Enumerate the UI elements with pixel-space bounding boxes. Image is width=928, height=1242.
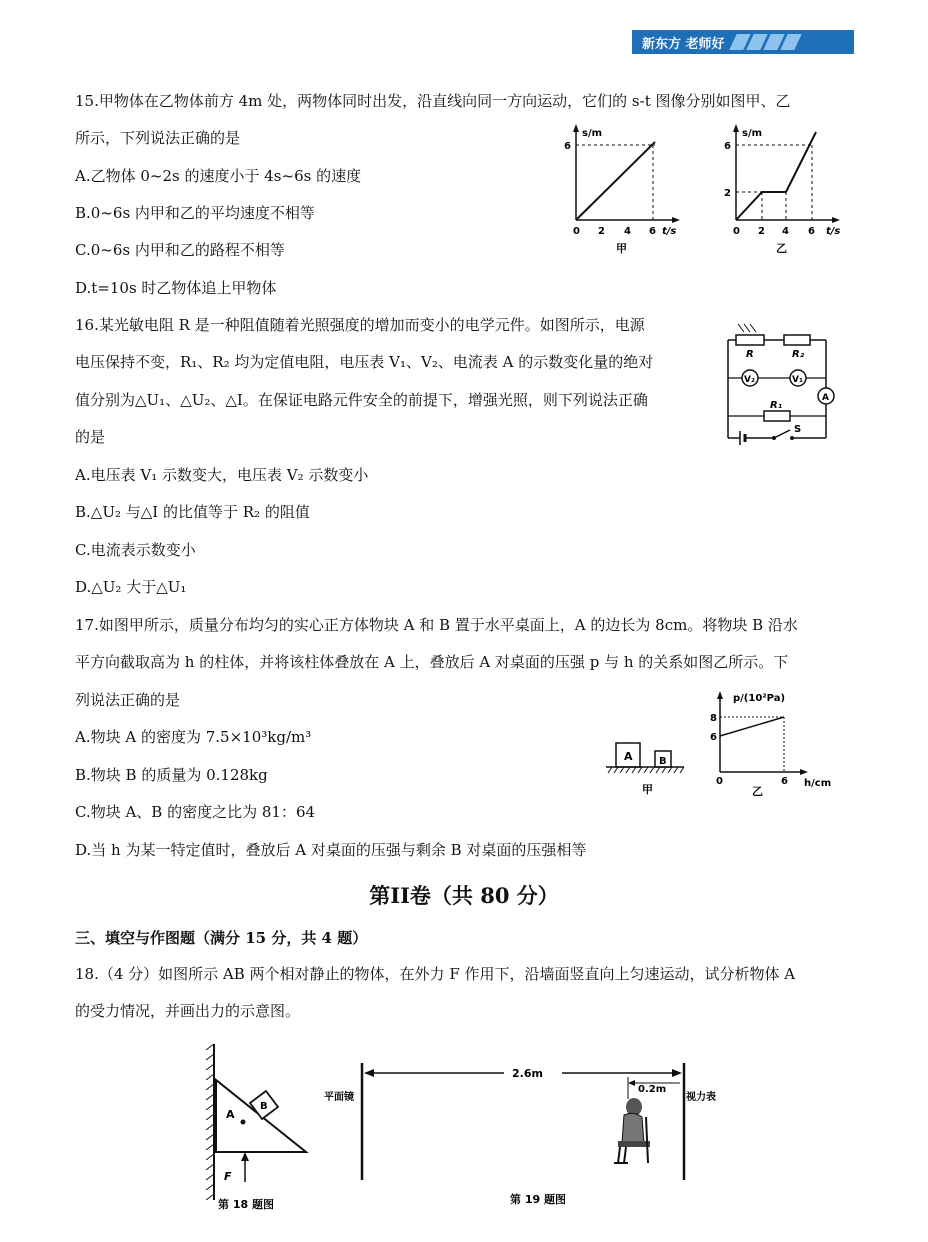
q15-stem-line2: 所示，下列说法正确的是 [75, 129, 241, 147]
q17-stem-line2: 平方向截取高为 h 的柱体，并将该柱体叠放在 A 上，叠放后 A 对桌面的压强 p 与 h 的关系如图乙所示。下 [75, 653, 789, 671]
q17-yi-ytick-8: 8 [710, 713, 717, 724]
label-eye-chart: 视力表 [686, 1092, 716, 1103]
q17-jia-caption: 甲 [642, 783, 653, 796]
yi-ylabel: s/m [742, 128, 763, 139]
q17-yi-xlabel: h/cm [804, 778, 832, 789]
part2-title: 第II卷（共 80 分） [369, 883, 559, 908]
logo-text: 新东方 老师好 [642, 36, 725, 52]
q16-option-a: A.电压表 V₁ 示数变大，电压表 V₂ 示数变小 [75, 466, 369, 484]
yi-ytick-6: 6 [724, 141, 731, 152]
label-V2: V₂ [744, 375, 755, 385]
q17-yi-line [720, 717, 784, 736]
q16-stem-line2: 电压保持不变，R₁、R₂ 均为定值电阻，电压表 V₁、V₂、电流表 A 的示数变化量的绝对 [75, 353, 654, 371]
logo-decoration [733, 34, 798, 50]
jia-ylabel: s/m [582, 128, 603, 139]
q19-caption: 第 19 题图 [510, 1193, 566, 1206]
q17-yi-ytick-6: 6 [710, 732, 717, 743]
q16-stem-line3: 值分别为△U₁、△U₂、△I。在保证电路元件安全的前提下，增强光照，则下列说法正确 [75, 391, 648, 409]
label-block-A: A [624, 750, 633, 763]
label-R2: R₂ [792, 349, 805, 360]
yi-xtick-2: 2 [758, 226, 765, 237]
label-A: A [822, 393, 829, 403]
q18-stem-line1: 18.（4 分）如图所示 AB 两个相对静止的物体，在外力 F 作用下，沿墙面竖直向上匀速运动，试分析物体 A [75, 965, 796, 983]
q15-stem-line1: 15.甲物体在乙物体前方 4m 处，两物体同时出发，沿直线向同一方向运动，它们的 s-t 图像分别如图甲、乙 [75, 92, 791, 110]
q18-caption: 第 18 题图 [218, 1198, 274, 1211]
jia-xtick-2: 2 [598, 226, 605, 237]
q17-yi-xtick-0: 0 [716, 776, 723, 787]
jia-ytick-6: 6 [564, 141, 571, 152]
jia-caption: 甲 [616, 242, 627, 255]
jia-xtick-0: 0 [573, 226, 580, 237]
q17-yi-caption: 乙 [752, 785, 763, 798]
q18-stem-line2: 的受力情况，并画出力的示意图。 [75, 1002, 301, 1020]
q15-option-d: D.t=10s 时乙物体追上甲物体 [75, 279, 277, 297]
q17-option-a: A.物块 A 的密度为 7.5×10³kg/m³ [75, 728, 312, 746]
label-block-B: B [659, 756, 667, 767]
label-R: R [746, 349, 754, 360]
center-dot [241, 1120, 246, 1125]
yi-xtick-6: 6 [808, 226, 815, 237]
brand-logo [632, 30, 854, 54]
q17-figure-yi [700, 688, 840, 800]
label-A: A [226, 1108, 235, 1121]
label-mirror: 平面镜 [324, 1092, 354, 1103]
distance-0-2m: 0.2m [638, 1084, 667, 1095]
q18-figure [196, 1040, 326, 1215]
q17-option-b: B.物块 B 的质量为 0.128kg [75, 766, 268, 784]
q16-stem-line1: 16.某光敏电阻 R 是一种阻值随着光照强度的增加而变小的电学元件。如图所示，电源 [75, 316, 645, 334]
label-B: B [260, 1101, 268, 1112]
yi-xtick-4: 4 [782, 226, 789, 237]
q17-stem-line1: 17.如图甲所示，质量分布均匀的实心正方体物块 A 和 B 置于水平桌面上，A 的边长为 8cm。将物块 B 沿水 [75, 616, 798, 634]
q17-option-c: C.物块 A、B 的密度之比为 81：64 [75, 803, 316, 821]
q17-figure-jia [600, 735, 690, 800]
yi-ytick-2: 2 [724, 188, 731, 199]
q15-figure-jia [558, 122, 698, 257]
label-V1: V₁ [792, 375, 803, 385]
jia-xtick-4: 4 [624, 226, 631, 237]
photoresistor-R [736, 335, 764, 345]
q17-yi-ylabel: p/(10²Pa) [733, 693, 786, 704]
label-S: S [794, 424, 802, 435]
q15-figure-yi [718, 122, 858, 257]
q16-circuit-diagram [718, 318, 836, 448]
q16-option-c: C.电流表示数变小 [75, 541, 196, 559]
q16-option-b: B.△U₂ 与△I 的比值等于 R₂ 的阻值 [75, 503, 310, 521]
distance-2-6m: 2.6m [512, 1067, 543, 1080]
jia-xlabel: t/s [662, 226, 677, 237]
switch-S [774, 430, 790, 438]
yi-caption: 乙 [776, 242, 787, 255]
q15-option-b: B.0~6s 内甲和乙的平均速度不相等 [75, 204, 315, 222]
q15-option-a: A.乙物体 0~2s 的速度小于 4s~6s 的速度 [75, 167, 362, 185]
q16-option-d: D.△U₂ 大于△U₁ [75, 578, 187, 596]
q17-stem-line3: 列说法正确的是 [75, 691, 181, 709]
resistor-R1 [764, 411, 790, 421]
q15-option-c: C.0~6s 内甲和乙的路程不相等 [75, 241, 285, 259]
label-F: F [224, 1170, 232, 1183]
resistor-R2 [784, 335, 810, 345]
seated-person-icon [614, 1098, 650, 1163]
jia-line [576, 142, 655, 220]
jia-xtick-6: 6 [649, 226, 656, 237]
q17-option-d: D.当 h 为某一特定值时，叠放后 A 对桌面的压强与剩余 B 对桌面的压强相等 [75, 841, 587, 859]
light-arrow-icon [738, 324, 744, 332]
q17-yi-xtick-6: 6 [781, 776, 788, 787]
section3-heading: 三、填空与作图题（满分 15 分，共 4 题） [75, 929, 368, 947]
q19-figure [322, 1055, 722, 1215]
label-R1: R₁ [770, 400, 783, 411]
yi-xlabel: t/s [826, 226, 841, 237]
q16-stem-line4: 的是 [75, 428, 106, 446]
yi-xtick-0: 0 [733, 226, 740, 237]
